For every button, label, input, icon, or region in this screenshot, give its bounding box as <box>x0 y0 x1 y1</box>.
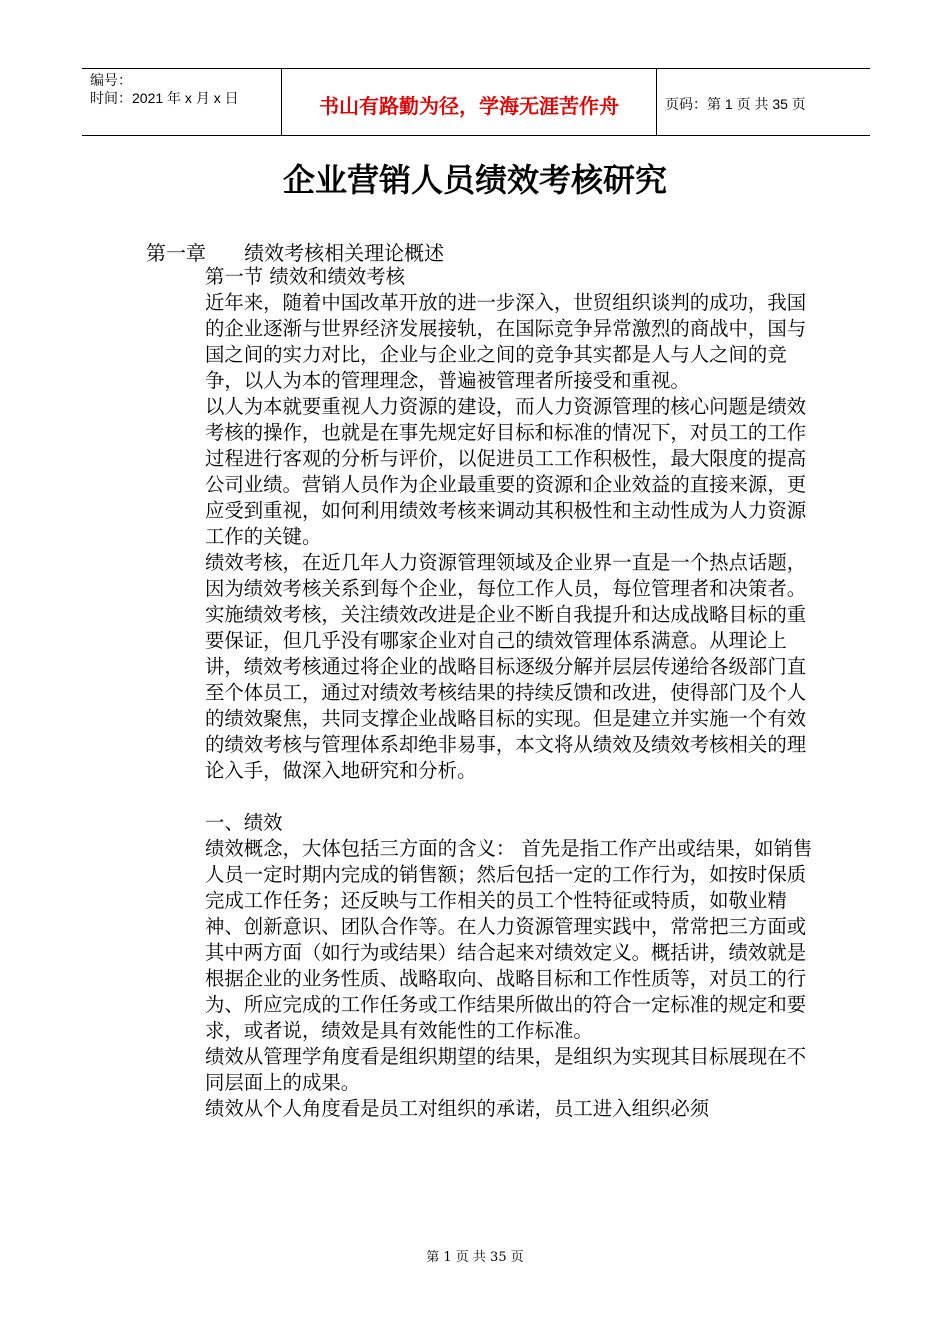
body-paragraph: 以人为本就要重视人力资源的建设，而人力资源管理的核心问题是绩效考核的操作，也就是在事先规定好目标和标准的情况下，对员工的工作过程进行客观的分析与评价，以促进员工工作积极性，最大限度的提高公司业绩。营销人员作为企业最重要的资源和企业效益的直接来源，更应受到重视，如何利用绩效考核来调动其积极性和主动性成为人力资源工作的关键。 <box>205 395 807 548</box>
paragraph-spacer <box>205 784 815 810</box>
body-paragraph: 绩效概念，大体包括三方面的含义： 首先是指工作产出或结果，如销售人员一定时期内完成的销售额；然后包括一定的工作行为，如按时保质完成工作任务；还反映与工作相关的员工个性特征或特质，如敬业精神、创新意识、团队合作等。在人力资源管理实践中，常常把三方面或其中两方面（如行为或结果）结合起来对绩效定义。概括讲，绩效就是根据企业的业务性质、战略取向、战略目标和工作性质等，对员工的行为、所应完成的工作任务或工作结果所做出的符合一定标准的规定和要求，或者说，绩效是具有效能性的工作标准。 <box>205 837 813 1042</box>
subsection-heading: 一、绩效 <box>205 811 283 834</box>
header-meta-cell <box>82 69 282 135</box>
document-time-label: 时间：2021 年 x 月 x 日 <box>90 90 239 106</box>
body-paragraph: 绩效从个人角度看是员工对组织的承诺，员工进入组织必须 <box>205 1097 710 1120</box>
body-paragraph: 近年来，随着中国改革开放的进一步深入，世贸组织谈判的成功，我国的企业逐渐与世界经济发展接轨，在国际竞争异常激烈的商战中，国与国之间的实力对比，企业与企业之间的竞争其实都是人与人之间的竞争，以人为本的管理理念，普遍被管理者所接受和重视。 <box>205 291 807 392</box>
document-number-label: 编号： <box>90 72 132 88</box>
page-footer: 第 1 页 共 35 页 <box>426 1250 524 1265</box>
chapter-heading: 第一章 绩效考核相关理论概述 <box>146 241 445 265</box>
header-page-info: 页码：第 1 页 共 35 页 <box>665 96 806 112</box>
header-table <box>82 68 870 136</box>
header-motto: 书山有路勤为径，学海无涯苦作舟 <box>319 93 619 118</box>
document-body <box>205 264 815 1122</box>
section-heading: 第一节 绩效和绩效考核 <box>205 265 406 288</box>
document-title: 企业营销人员绩效考核研究 <box>282 161 667 199</box>
header-page-cell <box>657 69 870 135</box>
body-paragraph: 绩效考核，在近几年人力资源管理领域及企业界一直是一个热点话题，因为绩效考核关系到每个企业，每位工作人员，每位管理者和决策者。实施绩效考核，关注绩效改进是企业不断自我提升和达成战略目标的重要保证，但几乎没有哪家企业对自己的绩效管理体系满意。从理论上讲，绩效考核通过将企业的战略目标逐级分解并层层传递给各级部门直至个体员工，通过对绩效考核结果的持续反馈和改进，使得部门及个人的绩效聚焦，共同支撑企业战略目标的实现。但是建立并实施一个有效的绩效考核与管理体系却绝非易事，本文将从绩效及绩效考核相关的理论入手，做深入地研究和分析。 <box>205 551 807 782</box>
header-motto-cell <box>282 69 657 135</box>
body-paragraph: 绩效从管理学角度看是组织期望的结果，是组织为实现其目标展现在不同层面上的成果。 <box>205 1045 807 1094</box>
